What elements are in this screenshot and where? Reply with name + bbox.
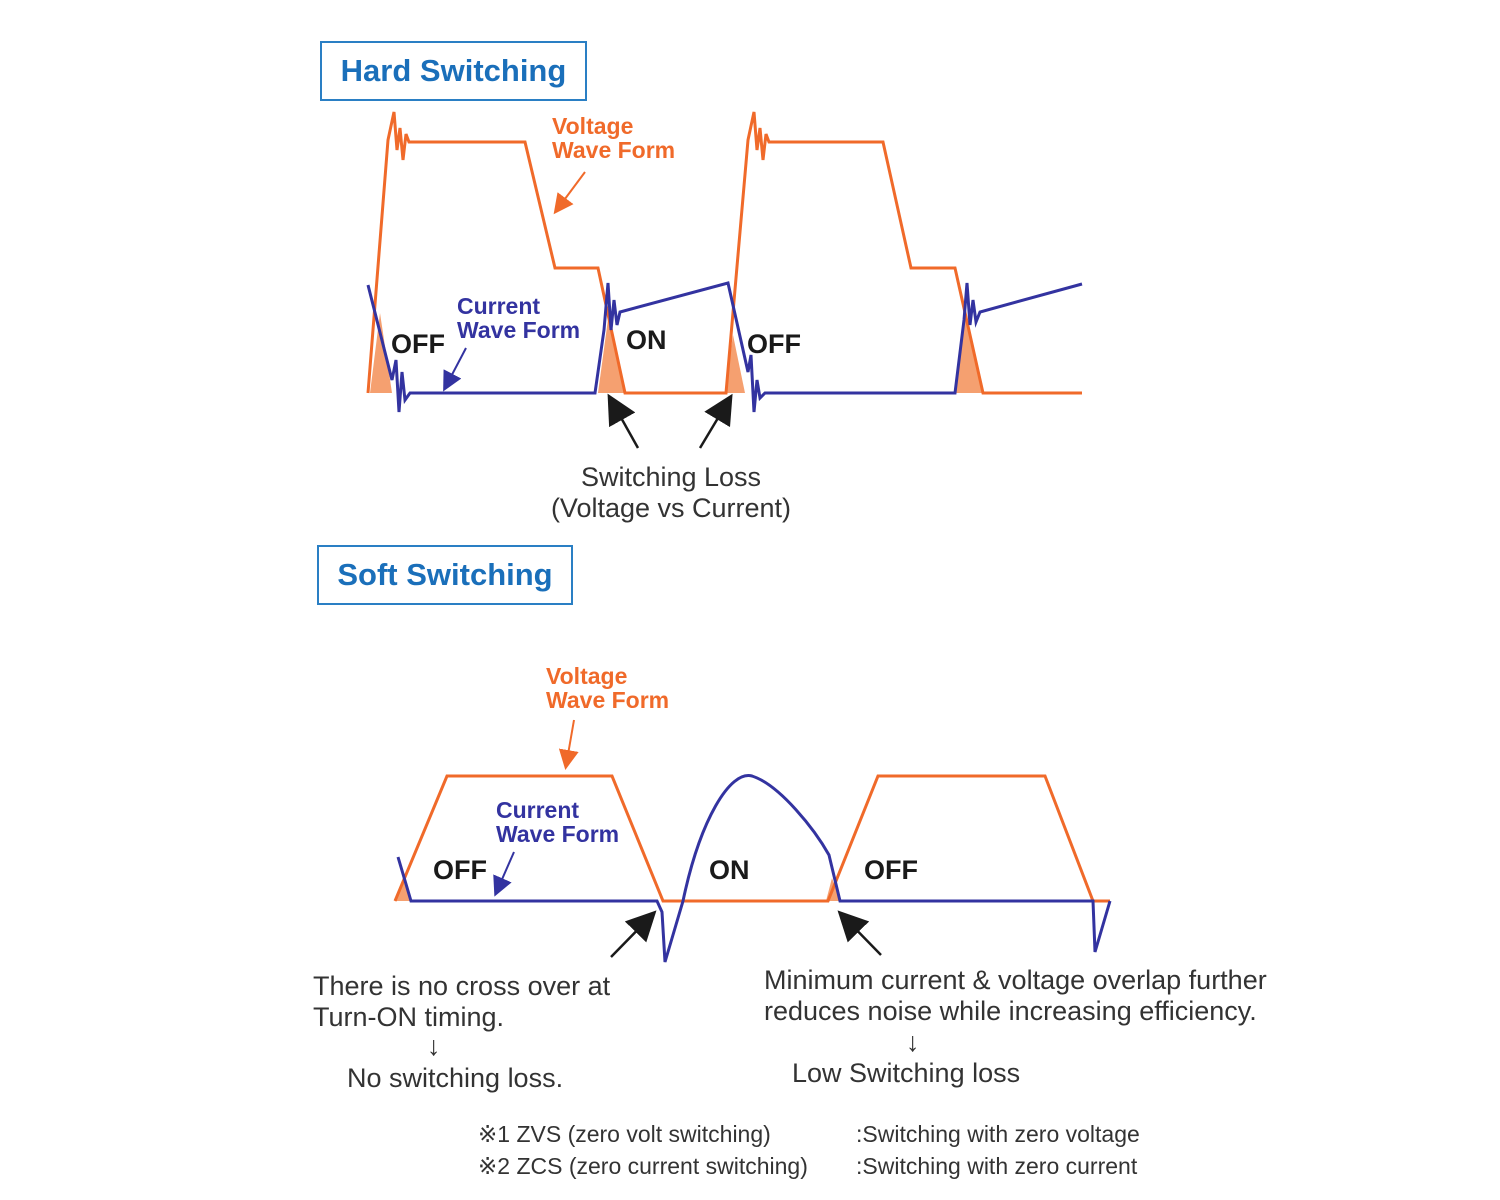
footnote-1-term: ※1 ZVS (zero volt switching) [478,1121,771,1147]
soft-note-left: There is no cross over at Turn-ON timing. [313,971,611,1032]
hard-voltage-label: Voltage Wave Form [552,113,676,163]
soft-arrow-right: ↓ [906,1027,920,1057]
hard-voltage-pointer [556,172,585,211]
soft-result-left: No switching loss. [347,1063,564,1093]
soft-current-pointer [496,852,514,893]
soft-voltage-label: Voltage Wave Form [546,663,670,713]
soft-state-on: ON [709,855,750,885]
hard-current-pointer [445,348,466,388]
footnote-2-desc: :Switching with zero current [856,1153,1138,1179]
footnote-1-desc: :Switching with zero voltage [856,1121,1140,1147]
soft-current-label: Current Wave Form [496,797,620,847]
hard-state-off-2: OFF [747,329,801,359]
soft-overlap-pointer [841,914,881,955]
soft-arrow-left: ↓ [427,1031,441,1061]
soft-result-right: Low Switching loss [792,1058,1021,1088]
soft-switching-title: Soft Switching [317,545,573,605]
hard-state-off-1: OFF [391,329,445,359]
soft-turnon-pointer [611,914,653,957]
hard-loss-caption: Switching Loss (Voltage vs Current) [550,462,792,523]
hard-voltage-waveform [368,112,1082,393]
hard-loss-pointer-1 [610,398,638,448]
hard-switching-title: Hard Switching [320,41,587,101]
hard-current-label: Current Wave Form [457,293,581,343]
hard-state-on: ON [626,325,667,355]
hard-loss-pointer-2 [700,398,730,448]
soft-voltage-pointer [566,720,574,766]
footnote-2-term: ※2 ZCS (zero current switching) [478,1153,808,1179]
soft-note-right: Minimum current & voltage overlap further reduces noise while increasing efficiency. [764,965,1267,1026]
soft-state-off-1: OFF [433,855,487,885]
soft-state-off-2: OFF [864,855,918,885]
